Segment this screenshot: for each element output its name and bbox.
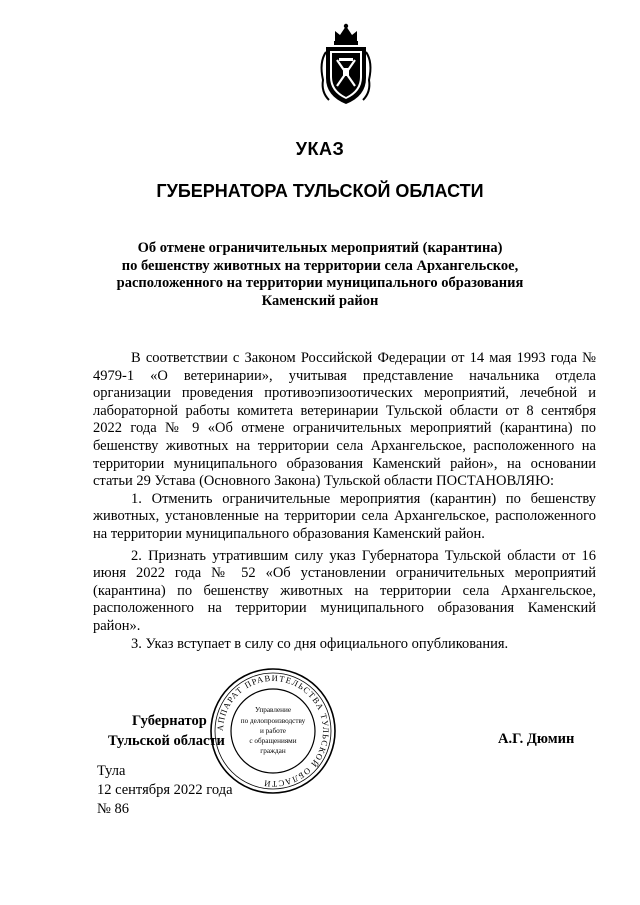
issue-date: 12 сентября 2022 года bbox=[97, 782, 233, 798]
document-subject bbox=[100, 240, 540, 310]
document-body bbox=[93, 350, 596, 653]
clause-2: 2. Признать утратившим силу указ Губернатора Тульской области от 16 июня 2022 года № 52 «Об установлении ограничительных мероприятий (карантина) по бешенству животных на территории села Архангельское, расположенного на территории муниципального образования Каменский район». bbox=[93, 547, 596, 634]
subject-line: расположенного на территории муниципального образования bbox=[116, 275, 524, 291]
stamp-center-line: с обращениями bbox=[249, 737, 297, 745]
subject-line: Каменский район bbox=[261, 292, 379, 309]
signatory-name: А.Г. Дюмин bbox=[498, 731, 575, 747]
stamp-center-line: и работе bbox=[260, 727, 286, 735]
coat-of-arms-icon bbox=[317, 22, 375, 108]
clause-1: 1. Отменить ограничительные мероприятия (карантин) по бешенству животных, установленные на территории села Архангельское, расположенного на территории муниципального образования Каменский район. bbox=[93, 490, 596, 542]
clause-3: 3. Указ вступает в силу со дня официального опубликования. bbox=[131, 635, 509, 652]
issue-city: Тула bbox=[97, 763, 126, 779]
preamble-paragraph: В соответствии с Законом Российской Федерации от 14 мая 1993 года № 4979-1 «О ветеринарии», учитывая представление начальника отдела организации проведения противоэпизоотических мероприятий, лечебной и лабораторной работы комитета ветеринарии Тульской области от 8 сентября 2022 года № 9 «Об отмене ограничительных мероприятий (карантина) по бешенству животных на территории села Архангельское, расположенного на территории муниципального образования Каменский район», на основании статьи 29 Устава (Основного Закона) Тульской области ПОСТАНОВЛЯЮ: bbox=[93, 350, 596, 490]
stamp-center-line: по делопроизводству bbox=[240, 717, 306, 725]
stamp-center-line: Управление bbox=[254, 706, 292, 714]
issuer-title: ГУБЕРНАТОРА ТУЛЬСКОЙ ОБЛАСТИ bbox=[156, 181, 484, 201]
signatory-position-line1: Губернатор bbox=[132, 713, 207, 729]
document-type: УКАЗ bbox=[295, 139, 345, 159]
issue-place-date bbox=[97, 762, 233, 819]
subject-line: по бешенству животных на территории села Архангельское, bbox=[121, 257, 519, 274]
signatory-position-line2: Тульской области bbox=[108, 733, 225, 749]
stamp-center-line: граждан bbox=[260, 747, 286, 755]
subject-line: Об отмене ограничительных мероприятий (карантина) bbox=[137, 240, 503, 256]
document-number: № 86 bbox=[97, 801, 129, 817]
stamp-ring-text: АППАРАТ ПРАВИТЕЛЬСТВА ТУЛЬСКОЙ ОБЛАСТИ bbox=[214, 672, 332, 790]
